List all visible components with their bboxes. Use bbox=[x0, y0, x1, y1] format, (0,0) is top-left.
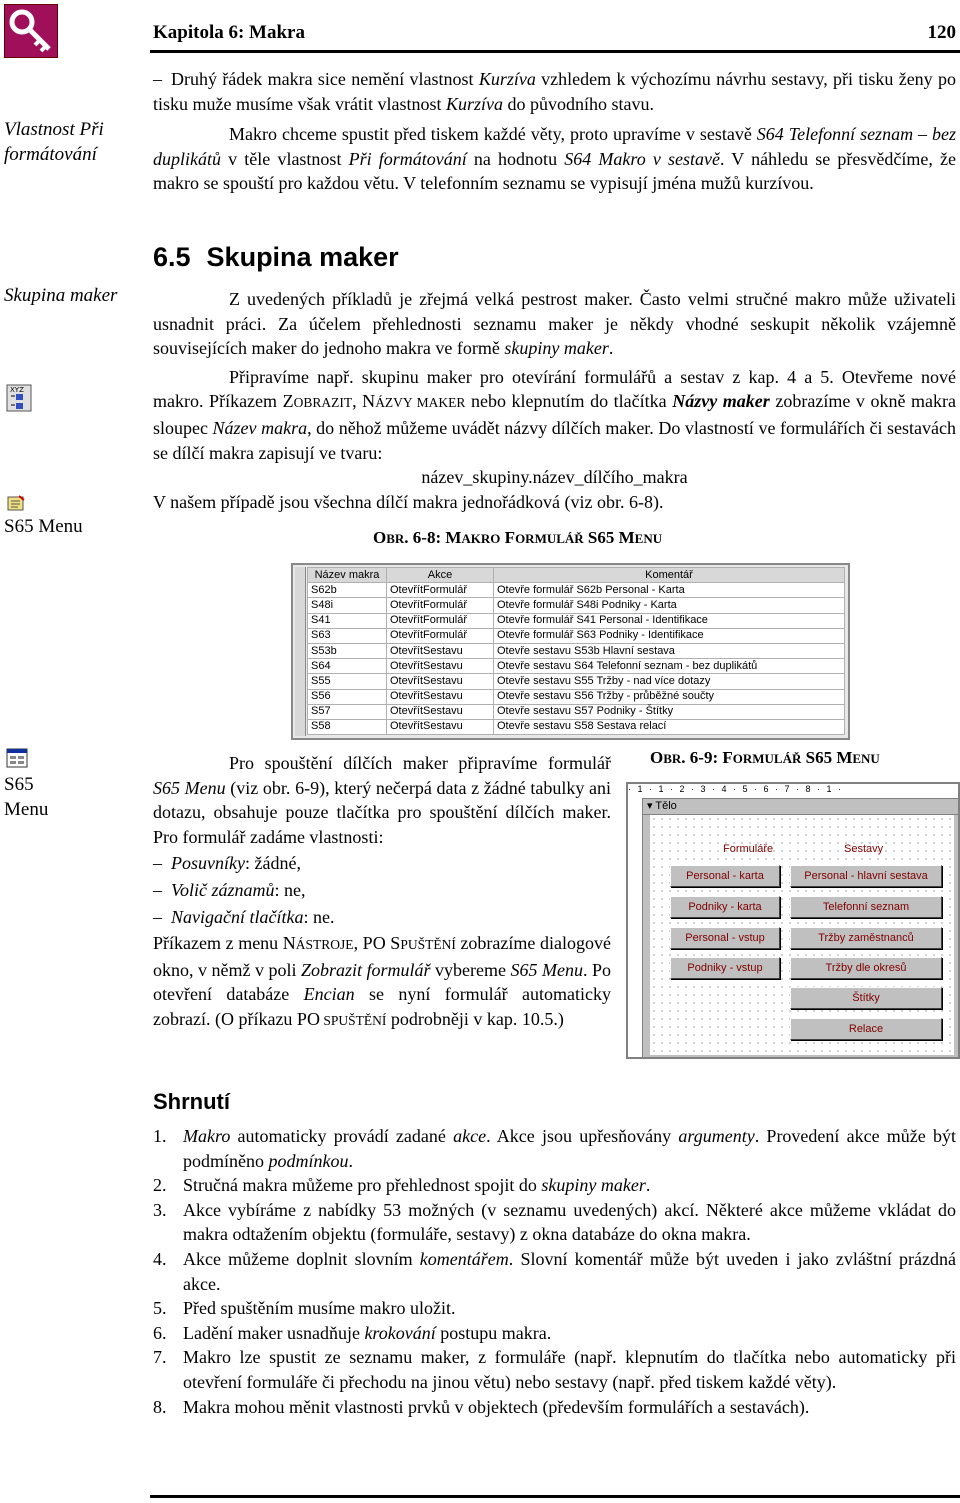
macro-action-cell[interactable]: OtevřítSestavu bbox=[387, 643, 494, 658]
margin-note-vlastnost bbox=[4, 117, 144, 167]
table-row[interactable] bbox=[308, 704, 845, 719]
text: Před spuštěním musíme makro uložit. bbox=[183, 1298, 456, 1319]
report-button-trzby-dle-okresu[interactable]: Tržby dle okresů bbox=[790, 957, 942, 979]
margin-note-skupina: Skupina maker bbox=[4, 285, 118, 306]
list-item bbox=[153, 1296, 956, 1321]
report-button-stitky[interactable]: Štítky bbox=[790, 987, 942, 1009]
macro-action-cell[interactable]: OtevřítSestavu bbox=[387, 704, 494, 719]
paragraph: Pro spouštění dílčích maker připravíme formulář S65 Menu (viz obr. 6-9), který nečerpá data z žádné tabulky ani dotazu, obsahuje pouze tlačítka pro spouštění dílčích maker. Pro formulář zadáme vlastnosti: bbox=[153, 753, 612, 847]
macro-name-cell[interactable]: S63 bbox=[308, 628, 387, 643]
column-header-comment[interactable]: Komentář bbox=[494, 568, 845, 583]
report-button-trzby-zamestnancu[interactable]: Tržby zaměstnanců bbox=[790, 927, 942, 949]
item-number: 4. bbox=[153, 1248, 167, 1269]
macro-name-cell[interactable]: S48i bbox=[308, 598, 387, 613]
macro-comment-cell[interactable]: Otevře sestavu S53b Hlavní sestava bbox=[494, 643, 845, 658]
margin-note-line: Vlastnost Při bbox=[4, 119, 104, 140]
macro-action-cell[interactable]: OtevřítSestavu bbox=[387, 719, 494, 734]
figure-6-8-caption: OBR. 6-8: MAKRO FORMULÁŘ S65 MENU bbox=[373, 528, 663, 547]
intro-text bbox=[153, 67, 956, 196]
text: Akce vybíráme z nabídky 53 možných (v seznamu uvedených) akcí. Některé akce můžeme vkládat do makra odtažením objektu (formuláře, sestavy) z okna databáze do okna makra. bbox=[183, 1199, 956, 1245]
item-number: 6. bbox=[153, 1322, 167, 1343]
horizontal-ruler: · 1 · 1 · 2 · 3 · 4 · 5 · 6 · 7 · 8 · 1 · bbox=[628, 784, 958, 799]
macro-window bbox=[291, 563, 850, 740]
list-item bbox=[153, 1173, 956, 1198]
label-forms: Formuláře bbox=[723, 843, 774, 855]
margin-note-s65-menu-macro: S65 Menu bbox=[4, 516, 83, 537]
summary-title: Shrnutí bbox=[153, 1089, 230, 1114]
list-item bbox=[153, 1345, 956, 1394]
macro-name-cell[interactable]: S62b bbox=[308, 583, 387, 598]
access-key-logo-icon bbox=[4, 4, 58, 58]
section-number: 6.5 bbox=[153, 242, 191, 272]
form-button-podniky-vstup[interactable]: Podniky - vstup bbox=[670, 957, 780, 979]
summary-list-container bbox=[153, 1124, 956, 1419]
macro-name-cell[interactable]: S57 bbox=[308, 704, 387, 719]
list-item bbox=[153, 1321, 956, 1346]
figure-6-9-caption: OBR. 6-9: FORMULÁŘ S65 MENU bbox=[650, 748, 880, 767]
form-icon bbox=[6, 748, 28, 768]
emphasis: skupiny maker bbox=[541, 1175, 646, 1196]
table-row[interactable] bbox=[308, 628, 845, 643]
emphasis: komentářem bbox=[419, 1248, 509, 1269]
macro-comment-cell[interactable]: Otevře sestavu S58 Sestava relací bbox=[494, 719, 845, 734]
body-text bbox=[153, 287, 956, 514]
macro-comment-cell[interactable]: Otevře sestavu S55 Tržby - nad více dotazy bbox=[494, 674, 845, 689]
macro-action-cell[interactable]: OtevřítSestavu bbox=[387, 659, 494, 674]
text: . bbox=[645, 1175, 651, 1196]
syntax-line: název_skupiny.název_dílčího_makra bbox=[421, 467, 688, 488]
margin-note-line: S65 bbox=[4, 774, 34, 795]
section-title: Skupina maker bbox=[206, 242, 399, 272]
table-row[interactable] bbox=[308, 598, 845, 613]
form-button-podniky-karta[interactable]: Podniky - karta bbox=[670, 896, 780, 918]
macro-name-cell[interactable]: S55 bbox=[308, 674, 387, 689]
macro-name-cell[interactable]: S41 bbox=[308, 613, 387, 628]
paragraph: Z uvedených příkladů je zřejmá velká pestrost maker. Často velmi stručné makro může uživateli usnadnit práci. Za účelem přehlednosti seznamu maker je někdy vhodné seskupit několik vzájemně souvisejících maker do jednoho makra ve formě skupiny maker. bbox=[153, 289, 956, 359]
emphasis: krokování bbox=[364, 1322, 436, 1343]
text: Ladění maker usnadňuje bbox=[183, 1322, 365, 1343]
text: Makro lze spustit ze seznamu maker, z formuláře (např. klepnutím do tlačítka nebo automaticky při otevření formuláře či přechodu na jinou větu) nebo sestavy (např. před tiskem každé věty). bbox=[183, 1347, 956, 1392]
text: . Slovní komentář může být uveden i jako zvláštní prázdná akce. bbox=[183, 1248, 956, 1294]
item-number: 7. bbox=[153, 1347, 167, 1368]
macro-action-cell[interactable]: OtevřítFormulář bbox=[387, 613, 494, 628]
list-item bbox=[153, 1198, 956, 1247]
macro-comment-cell[interactable]: Otevře sestavu S64 Telefonní seznam - bez duplikátů bbox=[494, 659, 845, 674]
table-row[interactable] bbox=[308, 659, 845, 674]
item-number: 3. bbox=[153, 1199, 167, 1220]
macro-name-cell[interactable]: S56 bbox=[308, 689, 387, 704]
form-button-personal-vstup[interactable]: Personal - vstup bbox=[670, 927, 780, 949]
form-designer-window bbox=[626, 782, 960, 1059]
macro-name-cell[interactable]: S64 bbox=[308, 659, 387, 674]
section-heading bbox=[153, 242, 399, 273]
macro-names-icon bbox=[6, 384, 32, 412]
svg-text:XYZ: XYZ bbox=[10, 386, 24, 394]
macro-comment-cell[interactable]: Otevře sestavu S56 Tržby - průběžné součty bbox=[494, 689, 845, 704]
macro-comment-cell[interactable]: Otevře formulář S41 Personal - Identifikace bbox=[494, 613, 845, 628]
vertical-ruler bbox=[628, 798, 643, 1057]
margin-note-line: formátování bbox=[4, 144, 97, 165]
table-row[interactable] bbox=[308, 674, 845, 689]
paragraph: Příkazem z menu NÁSTROJE, PO SPUŠTĚNÍ zobrazíme dialogové okno, v němž v poli Zobrazit formulář vybereme S65 Menu. Po otevření databáze Encian se nyní formulář automaticky zobrazí. (O příkazu PO SPUŠTĚNÍ podrobněji v kap. 10.5.) bbox=[153, 933, 611, 1029]
list-item: 1. Makro automaticky provádí zadané akce. Akce jsou upřesňovány argumenty. Provedení akce může být podmíněno podmínkou. bbox=[153, 1126, 957, 1171]
paragraph: Makro chceme spustit před tiskem každé věty, proto upravíme v sestavě S64 Telefonní seznam – bez duplikátů v těle vlastnost Při formátování na hodnotu S64 Makro v sestavě. V náhledu se přesvědčíme, že makro se spouští pro každou větu. V telefonním seznamu se vypisují jména mužů kurzívou. bbox=[153, 124, 956, 194]
macro-comment-cell[interactable]: Otevře formulář S63 Podniky - Identifikace bbox=[494, 628, 845, 643]
property-item: – Volič záznamů: ne, bbox=[153, 879, 306, 900]
item-number: 2. bbox=[153, 1175, 167, 1196]
macro-action-cell[interactable]: OtevřítFormulář bbox=[387, 628, 494, 643]
detail-section-header: ▾ Tělo bbox=[643, 799, 958, 815]
property-item: – Navigační tlačítka: ne. bbox=[153, 906, 335, 927]
macro-comment-cell[interactable]: Otevře formulář S62b Personal - Karta bbox=[494, 583, 845, 598]
table-row[interactable] bbox=[308, 613, 845, 628]
chapter-title: Kapitola 6: Makra bbox=[153, 22, 305, 43]
footer-rule bbox=[150, 1495, 960, 1498]
report-button-relace[interactable]: Relace bbox=[790, 1018, 942, 1040]
text: Makra mohou měnit vlastnosti prvků v objektech (především formulářích a sestavách). bbox=[183, 1396, 810, 1417]
form-button-personal-karta[interactable]: Personal - karta bbox=[670, 865, 780, 887]
macro-name-cell[interactable]: S53b bbox=[308, 643, 387, 658]
macro-table bbox=[307, 567, 845, 735]
margin-note-line: Menu bbox=[4, 799, 49, 820]
paragraph: – Druhý řádek makra sice nemění vlastnost Kurzíva vzhledem k výchozímu návrhu sestavy, při tisku ženy po tisku muže musíme však vrátit vlastnost Kurzíva do původního stavu. bbox=[153, 69, 957, 114]
macro-action-cell[interactable]: OtevřítFormulář bbox=[387, 598, 494, 613]
paragraph: V našem případě jsou všechna dílčí makra jednořádková (viz obr. 6-8). bbox=[153, 491, 664, 512]
form-text bbox=[153, 751, 611, 1034]
detail-section-label: Tělo bbox=[655, 800, 677, 812]
macro-icon bbox=[6, 494, 26, 514]
text: postupu makra. bbox=[435, 1322, 552, 1343]
table-row[interactable] bbox=[308, 583, 845, 598]
text: Akce můžeme doplnit slovním bbox=[183, 1248, 420, 1269]
paragraph: Připravíme např. skupinu maker pro otevírání formulářů a sestav z kap. 4 a 5. Otevřeme nové makro. Příkazem ZOBRAZIT, NÁZVY MAKER nebo klepnutím do tlačítka Názvy maker zobrazíme v okně makra sloupec Název makra, do něhož můžeme uvádět názvy dílčích maker. Do vlastností ve formulářích či sestavách se dílčí makra zapisují ve tvaru: bbox=[153, 366, 957, 463]
summary-list bbox=[153, 1124, 956, 1173]
table-row[interactable] bbox=[308, 689, 845, 704]
column-header-action[interactable]: Akce bbox=[387, 568, 494, 583]
header-rule bbox=[150, 50, 960, 53]
margin-note-s65-menu-form bbox=[4, 772, 144, 822]
column-header-name[interactable]: Název makra bbox=[308, 568, 387, 583]
macro-comment-cell[interactable]: Otevře sestavu S57 Podniky - Štítky bbox=[494, 704, 845, 719]
text: Stručná makra můžeme pro přehlednost spojit do bbox=[183, 1175, 542, 1196]
macro-comment-cell[interactable]: Otevře formulář S48i Podniky - Karta bbox=[494, 598, 845, 613]
table-row[interactable] bbox=[308, 719, 845, 734]
label-reports: Sestavy bbox=[844, 843, 884, 855]
summary-list-rest bbox=[153, 1173, 956, 1419]
macro-action-cell[interactable]: OtevřítSestavu bbox=[387, 674, 494, 689]
list-item bbox=[153, 1247, 956, 1296]
macro-name-cell[interactable]: S58 bbox=[308, 719, 387, 734]
macro-action-cell[interactable]: OtevřítSestavu bbox=[387, 689, 494, 704]
report-button-telefonni-seznam[interactable]: Telefonní seznam bbox=[790, 896, 942, 918]
list-item bbox=[153, 1395, 956, 1420]
row-selector-column bbox=[295, 567, 306, 736]
property-item: – Posuvníky: žádné, bbox=[153, 853, 301, 874]
item-number: 1. bbox=[153, 1126, 167, 1146]
macro-action-cell[interactable]: OtevřítFormulář bbox=[387, 583, 494, 598]
page-number: 120 bbox=[927, 22, 956, 43]
item-number: 5. bbox=[153, 1298, 167, 1319]
table-header-row bbox=[308, 568, 845, 583]
report-button-hlavni-sestava[interactable]: Personal - hlavní sestava bbox=[790, 865, 942, 887]
item-number: 8. bbox=[153, 1396, 167, 1417]
table-row[interactable] bbox=[308, 643, 845, 658]
